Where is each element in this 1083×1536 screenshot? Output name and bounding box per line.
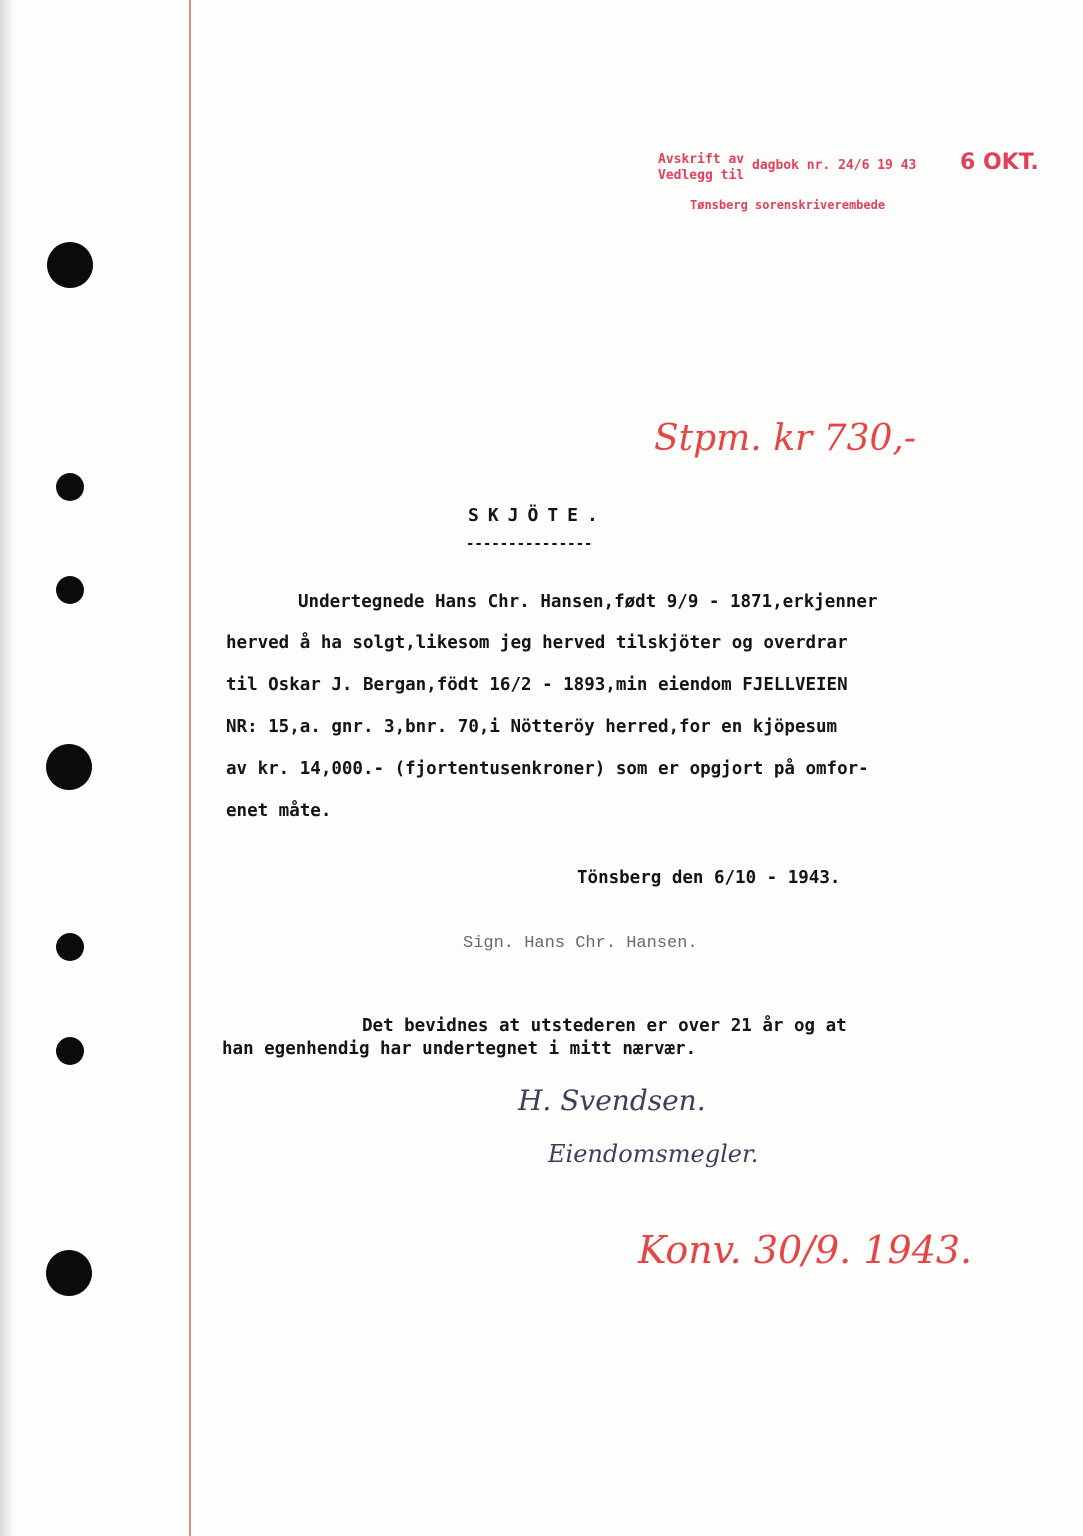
body-line: av kr. 14,000.- (fjortentusenkroner) som er opgjort på omfor- — [226, 759, 869, 779]
witness-signature: H. Svendsen. — [518, 1084, 706, 1117]
margin-line — [189, 0, 191, 1536]
stamp-date: 6 OKT. — [960, 150, 1039, 175]
body-line: til Oskar J. Bergan,födt 16/2 - 1893,min eiendom FJELLVEIEN — [226, 675, 848, 695]
konv-note: Konv. 30/9. 1943. — [638, 1228, 973, 1272]
stamp-office: Tønsberg sorenskriverembede — [690, 198, 886, 212]
place-date: Tönsberg den 6/10 - 1943. — [577, 868, 841, 888]
document-title: SKJÖTE. — [468, 505, 607, 526]
punch-hole — [56, 1037, 84, 1065]
body-line: Undertegnede Hans Chr. Hansen,født 9/9 - 1871,erkjenner — [298, 592, 878, 612]
punch-hole — [56, 473, 84, 501]
stamp-dagbok: dagbok nr. 24/6 19 43 — [752, 158, 917, 173]
witness-line: Det bevidnes at utstederen er over 21 år og at — [362, 1016, 847, 1036]
body-line: enet måte. — [226, 801, 332, 821]
title-underline: --------------- — [466, 536, 593, 552]
punch-hole — [47, 242, 93, 288]
witness-title: Eiendomsmegler. — [548, 1140, 759, 1168]
punch-hole — [56, 933, 84, 961]
witness-line: han egenhendig har undertegnet i mitt nærvær. — [222, 1039, 697, 1059]
punch-hole — [46, 1250, 92, 1296]
body-line: NR: 15,a. gnr. 3,bnr. 70,i Nötteröy herred,for en kjöpesum — [226, 717, 838, 737]
stamp-line-2: Vedlegg til — [658, 168, 745, 183]
punch-hole — [46, 744, 92, 790]
fee-note: Stpm. kr 730,- — [654, 418, 916, 459]
signature-line: Sign. Hans Chr. Hansen. — [463, 934, 698, 953]
punch-hole — [56, 576, 84, 604]
stamp-line-1: Avskrift av — [658, 152, 745, 167]
body-line: herved å ha solgt,likesom jeg herved tilskjöter og overdrar — [226, 633, 848, 653]
page-edge-shadow — [0, 0, 14, 1536]
